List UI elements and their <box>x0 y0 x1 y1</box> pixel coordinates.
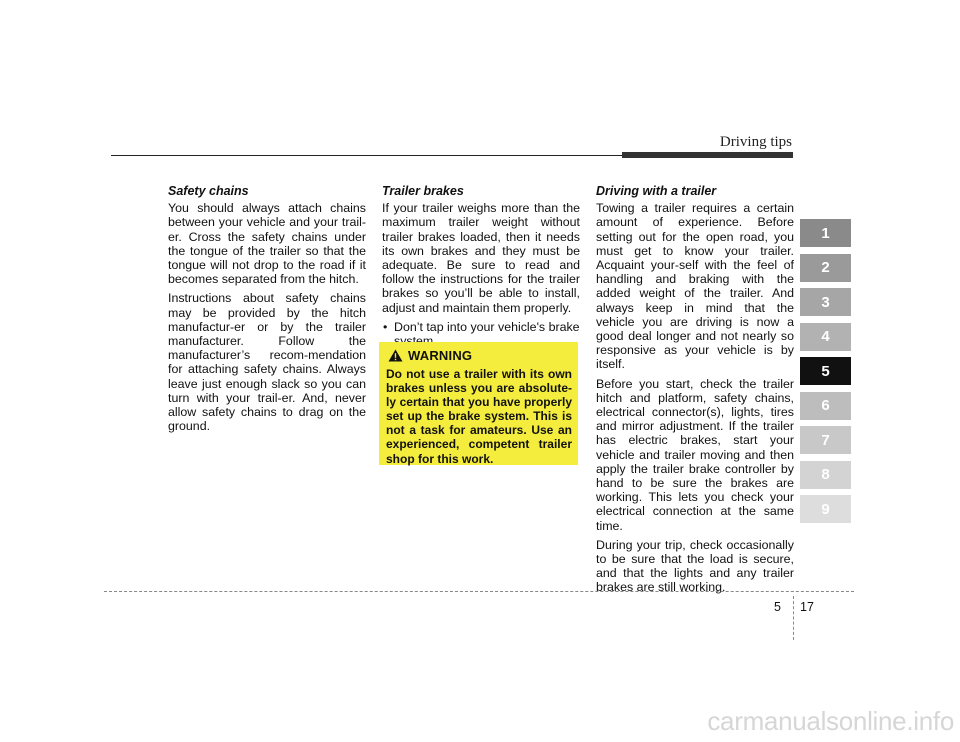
chapter-tab-2[interactable]: 2 <box>800 254 851 282</box>
warning-title: WARNING <box>408 348 473 363</box>
footer-divider <box>793 596 794 640</box>
header-bar <box>622 152 793 158</box>
footer-section-number: 5 <box>774 600 781 614</box>
paragraph: Instructions about safety chains may be provided by the hitch manufactur-er or by the trailer manufacturer. Follow the manufacturer’s recom-mendation for attaching safety chains. Always leave just enough slack so you can turn with your trail-er. And, never allow safety chains to drag on the ground. <box>168 291 366 434</box>
paragraph: During your trip, check occasionally to be sure that the load is secure, and that the lights and any trailer brakes are still working. <box>596 537 794 595</box>
chapter-tabs <box>800 219 851 530</box>
column-driving-with-trailer <box>596 184 794 600</box>
footer-rule <box>104 591 854 592</box>
chapter-tab-1[interactable]: 1 <box>800 219 851 247</box>
chapter-tab-5-active[interactable]: 5 <box>800 357 851 385</box>
chapter-tab-3[interactable]: 3 <box>800 288 851 316</box>
paragraph: You should always attach chains between your vehicle and your trail-er. Cross the safety chains under the tongue of the trailer so that the tongue will not drop to the road if it becomes separated from the hitch. <box>168 201 366 287</box>
warning-text: Do not use a trailer with its own brakes unless you are absolute-ly certain that you have properly set up the brake system. This is not a task for amateurs. Use an experienced, competent trailer shop for this work. <box>386 367 572 466</box>
footer-page-number: 17 <box>800 600 814 614</box>
chapter-tab-7[interactable]: 7 <box>800 426 851 454</box>
warning-triangle-icon <box>388 349 403 362</box>
heading-safety-chains: Safety chains <box>168 184 249 198</box>
chapter-tab-9[interactable]: 9 <box>800 495 851 523</box>
page-header-title: Driving tips <box>719 134 792 150</box>
column-trailer-brakes <box>382 184 580 348</box>
paragraph: Before you start, check the trailer hitch and platform, safety chains, electrical connector(s), lights, tires and mirror adjustment. If the trailer has electric brakes, start your vehicle and trailer moving and then apply the trailer brake controller by hand to be sure the brakes are working. This lets you check your electrical connection at the same time. <box>596 376 794 533</box>
paragraph: Towing a trailer requires a certain amount of experience. Before setting out for the open road, you must get to know your trailer. Acquaint your-self with the feel of handling and braking with the added weight of the trailer. And always keep in mind that the vehicle you are driving is now a good deal longer and not nearly so responsive as your vehicle is by itself. <box>596 201 794 372</box>
warning-header <box>388 348 572 363</box>
watermark: carmanualsonline.info <box>707 706 954 736</box>
bullet-item: • Don’t tap into your vehicle's brake <box>382 320 580 348</box>
column-safety-chains <box>168 184 366 438</box>
chapter-tab-4[interactable]: 4 <box>800 323 851 351</box>
paragraph: If your trailer weighs more than the maximum trailer weight without trailer brakes loaded, then it needs its own brakes and they must be adequate. Be sure to read and follow the instructions for the trailer brakes so you’ll be able to install, adjust and maintain them properly. <box>382 201 580 315</box>
chapter-tab-8[interactable]: 8 <box>800 461 851 489</box>
chapter-tab-6[interactable]: 6 <box>800 392 851 420</box>
heading-trailer-brakes: Trailer brakes <box>382 184 464 198</box>
heading-driving-with-trailer: Driving with a trailer <box>596 184 717 198</box>
warning-box <box>379 342 578 465</box>
